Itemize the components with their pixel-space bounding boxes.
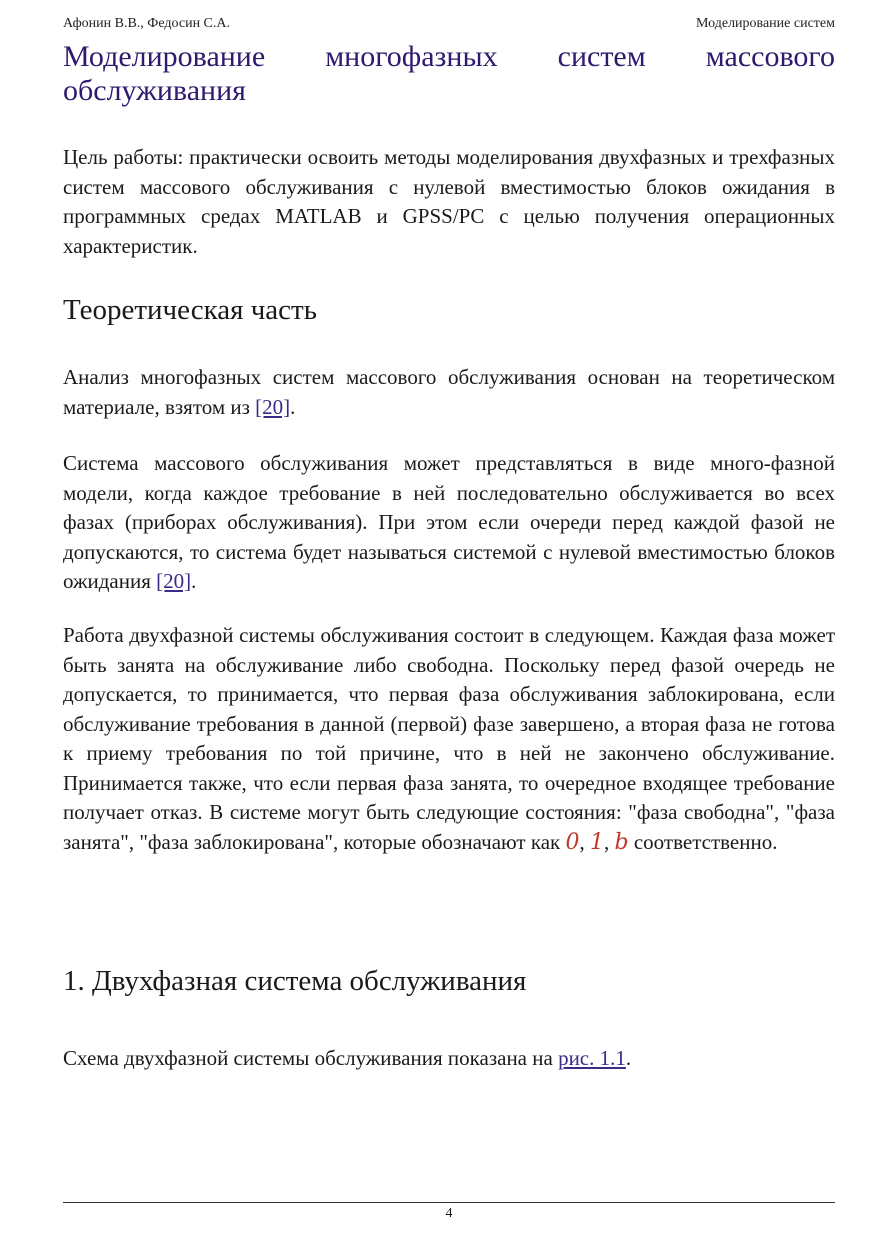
document-page [63,0,835,1241]
goal-paragraph: Цель работы: практически освоить методы моделирования двухфазных и трехфазных систем массового обслуживания с нулевой вместимостью блоков ожидания в программных средах MATLAB и GPSS/PC с целью получения операционных характеристик. [63,145,835,258]
theory-p2-text: Система массового обслуживания может представляться в виде много-фазной модели, когда каждое требование в ней последовательно обслуживается во всех фазах (приборах обслуживания). При этом если очереди перед каждой фазой не допускаются, то система будет называться системой с нулевой вместимостью блоков ожидания [63,451,835,593]
theory-paragraph-2 [63,449,835,597]
state-symbol-blocked: b [614,829,629,855]
state-symbol-busy: 1 [590,829,605,855]
theory-paragraph-3 [63,621,835,857]
theory-p1-end: . [290,394,296,419]
section-1-heading: 1. Двухфазная система обслуживания [63,965,527,997]
theory-heading: Теоретическая часть [63,294,317,326]
theory-p1-text: Анализ многофазных систем массового обслуживания основан на теоретическом материале, взятом из [63,365,835,419]
symbol-separator: , [604,829,615,854]
header-book-title: Моделирование систем [696,16,835,31]
footer-divider [63,1202,835,1203]
document-title: Моделирование многофазных систем массового обслуживания [63,40,835,107]
section-1-end: . [625,1046,632,1070]
section-1-paragraph [63,1044,835,1074]
section-1-text: Схема двухфазной системы обслуживания показана на [63,1046,559,1070]
theory-p2-end: . [191,569,197,593]
reference-link-20[interactable]: [20] [255,394,291,419]
running-header [63,16,835,36]
page-number: 4 [445,1206,453,1221]
figure-link-1-1[interactable]: рис. 1.1 [558,1046,626,1070]
header-authors: Афонин В.В., Федосин С.А. [63,16,231,31]
symbol-separator: , [579,829,591,854]
theory-p3-end: соответственно. [628,829,778,854]
reference-link-20[interactable]: [20] [156,569,192,593]
theory-p3-text: Работа двухфазной системы обслуживания состоит в следующем. Каждая фаза может быть занята на обслуживание либо свободна. Поскольку перед фазой очередь не допускается, то принимается, что первая фаза обслуживания заблокирована, если обслуживание требования в данной (первой) фазе завершено, а вторая фаза не готова к приему требования по той причине, что в ней не закончено обслуживание. Принимается также, что если первая фаза занята, то очередное входящее требование получает отказ. В системе могут быть следующие состояния: "фаза свободна", "фаза занята", "фаза заблокирована", которые обозначают как [63,623,835,854]
state-symbol-free: 0 [565,829,580,855]
theory-paragraph-1 [63,363,835,422]
